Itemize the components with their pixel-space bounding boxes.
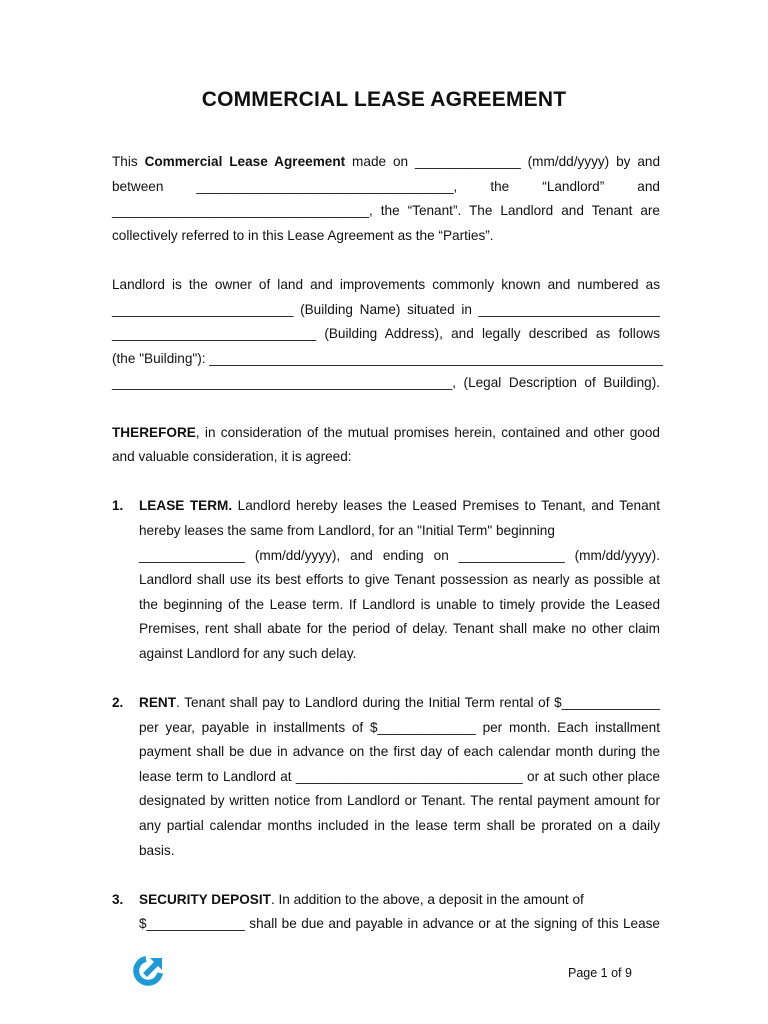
- intro-line: between __________________________________, the “Landlord” and: [112, 178, 660, 194]
- section-rent: [112, 691, 660, 863]
- intro-line: collectively referred to in this Lease Agreement as the “Parties”.: [112, 227, 494, 243]
- section-heading: SECURITY DEPOSIT: [139, 891, 271, 907]
- building-paragraph: [112, 273, 663, 396]
- document-body: [112, 150, 663, 937]
- paragraph-gap: [112, 396, 660, 421]
- paragraph-gap: [112, 248, 660, 273]
- section-number: 1.: [112, 498, 124, 514]
- section-line: $_____________ shall be due and payable in advance or at the signing of this Lease: [139, 916, 660, 932]
- section-line: RENT. Tenant shall pay to Landlord during the Initial Term rental of $_____________: [139, 695, 660, 711]
- building-line: (the "Building"): ____________________________________________________________: [112, 350, 663, 366]
- section-line: lease term to Landlord at ______________________________ or at such other place: [139, 768, 660, 784]
- building-line: ___________________________ (Building Address), and legally described as follows: [112, 326, 660, 342]
- section-line: payment shall be due in advance on the first day of each calendar month during the: [139, 744, 660, 760]
- section-lease-term: [112, 494, 660, 666]
- section-heading: LEASE TERM.: [139, 498, 233, 514]
- section-line: SECURITY DEPOSIT. In addition to the above, a deposit in the amount of: [139, 891, 584, 907]
- building-line: _____________________________________________, (Legal Description of Building).: [112, 375, 660, 391]
- section-line: hereby leases the same from Landlord, for an "Initial Term" beginning: [139, 522, 555, 538]
- agreement-name: Commercial Lease Agreement: [144, 154, 346, 169]
- arrow-logo-icon: [131, 955, 165, 989]
- document-title: COMMERCIAL LEASE AGREEMENT: [201, 88, 567, 111]
- building-line: ________________________ (Building Name) situated in ________________________: [112, 301, 660, 317]
- section-number: 3.: [112, 891, 124, 907]
- section-number: 2.: [112, 695, 124, 711]
- section-line: LEASE TERM. Landlord hereby leases the Leased Premises to Tenant, and Tenant: [139, 498, 660, 514]
- section-line: Landlord shall use its best efforts to give Tenant possession as nearly as possible at: [139, 572, 660, 588]
- section-line: any partial calendar months included in the lease term shall be prorated on a daily: [139, 818, 660, 834]
- therefore-line: and valuable consideration, it is agreed:: [112, 449, 352, 465]
- therefore-line: THEREFORE, in consideration of the mutual promises herein, contained and other good: [112, 424, 660, 440]
- intro-line: This Commercial Lease Agreement made on ______________ (mm/dd/yyyy) by and: [112, 154, 660, 169]
- section-line: Premises, rent shall abate for the period of delay. Tenant shall make no other claim: [139, 621, 660, 637]
- section-line: ______________ (mm/dd/yyyy), and ending on ______________ (mm/dd/yyyy).: [139, 547, 660, 563]
- paragraph-gap: [112, 470, 660, 495]
- intro-paragraph: [112, 150, 660, 248]
- intro-line: __________________________________, the “Tenant”. The Landlord and Tenant are: [112, 203, 660, 219]
- section-line: per year, payable in installments of $_____________ per month. Each installment: [139, 719, 660, 735]
- section-line: basis.: [139, 842, 175, 858]
- section-line: the beginning of the Lease term. If Landlord is unable to timely provide the Leased: [139, 596, 660, 612]
- section-heading: RENT: [139, 695, 177, 711]
- section-line: against Landlord for any such delay.: [139, 645, 357, 661]
- paragraph-gap: [112, 666, 660, 691]
- therefore-paragraph: [112, 421, 660, 470]
- paragraph-gap: [112, 863, 660, 888]
- section-security-deposit: [112, 888, 660, 937]
- building-line: Landlord is the owner of land and improvements commonly known and numbered as: [112, 276, 660, 292]
- section-line: designated by written notice from Landlord or Tenant. The rental payment amount for: [139, 793, 660, 809]
- page-number: Page 1 of 9: [568, 966, 632, 980]
